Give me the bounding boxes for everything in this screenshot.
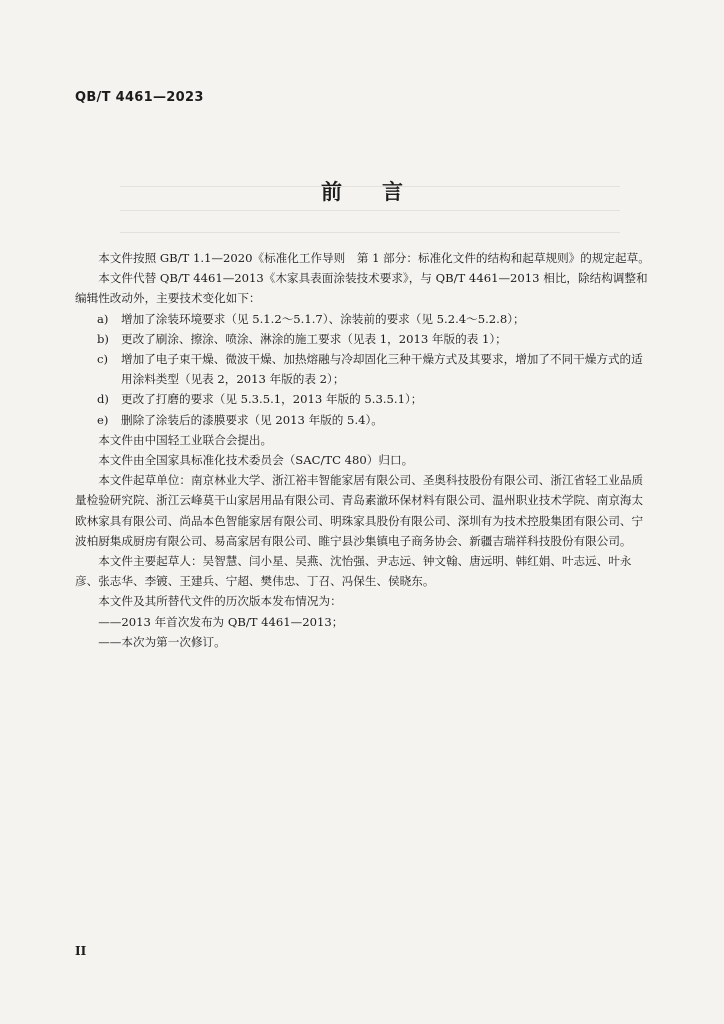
paragraph-replaces: 本文件代替 QB/T 4461—2013《木家具表面涂装技术要求》，与 QB/T 4461—2013 相比，除结构调整和编辑性改动外，主要技术变化如下： <box>75 271 648 306</box>
list-marker: c) <box>97 352 109 367</box>
list-item-text: 删除了涂装后的漆膜要求（见 2013 年版的 5.4）。 <box>121 412 383 427</box>
foreword-body <box>75 248 650 652</box>
list-item-text: 更改了刷涂、擦涂、喷涂、淋涂的施工要求（见表 1，2013 年版的表 1）； <box>121 331 507 346</box>
paragraph-proposer: 本文件由中国轻工业联合会提出。 <box>98 432 273 447</box>
list-item-text: 增加了涂装环境要求（见 5.1.2～5.1.7）、涂装前的要求（见 5.2.4～5.2.8）； <box>121 311 525 326</box>
list-marker: d) <box>97 392 109 407</box>
standard-code: QB/T 4461—2023 <box>75 90 204 105</box>
page-title: 前言 <box>321 180 443 204</box>
paragraph-drafting-rules: 本文件按照 GB/T 1.1—2020《标准化工作导则 第 1 部分：标准化文件的结构和起草规则》的规定起草。 <box>98 251 650 265</box>
changes-list <box>75 309 650 430</box>
history-item: ——本次为第一次修订。 <box>98 634 226 649</box>
page-number: II <box>75 944 87 958</box>
list-marker: b) <box>97 331 109 346</box>
list-item <box>75 309 650 329</box>
paragraph-committee: 本文件由全国家具标准化技术委员会（SAC/TC 480）归口。 <box>98 453 414 468</box>
list-item-text: 更改了打磨的要求（见 5.3.5.1，2013 年版的 5.3.5.1）； <box>121 392 423 407</box>
list-marker: a) <box>97 311 109 326</box>
paragraph-history-intro: 本文件及其所替代文件的历次版本发布情况为： <box>98 594 342 609</box>
list-marker: e) <box>97 412 109 427</box>
list-item <box>75 410 650 430</box>
bleed-through-line <box>120 232 620 233</box>
list-item-text: 增加了电子束干燥、微波干燥、加热熔融与冷却固化三种干燥方式及其要求，增加了不同干燥方式的适用涂料类型（见表 2，2013 年版的表 2）； <box>121 352 643 387</box>
list-item <box>75 329 650 349</box>
bleed-through-line <box>120 210 620 211</box>
history-item: ——2013 年首次发布为 QB/T 4461—2013； <box>98 614 344 629</box>
list-item <box>75 389 650 409</box>
paragraph-drafters: 本文件主要起草人：吴智慧、闫小星、吴燕、沈怡强、尹志远、钟文翰、唐远明、韩红娟、叶志远、叶永彦、张志华、李镀、王建兵、宁超、樊伟忠、丁召、冯保生、侯晓东。 <box>75 554 632 589</box>
list-item <box>75 349 650 389</box>
paragraph-drafting-units: 本文件起草单位：南京林业大学、浙江裕丰智能家居有限公司、圣奥科技股份有限公司、浙江省轻工业品质量检验研究院、浙江云峰莫干山家居用品有限公司、青岛素澈环保材料有限公司、温州职业技术学院、南京海太欧林家具有限公司、尚品本色智能家居有限公司、明珠家具股份有限公司、深圳有为技术控股集团有限公司、宁波柏厨集成厨房有限公司、易高家居有限公司、睢宁县沙集镇电子商务协会、新疆吉瑞祥科技股份有限公司。 <box>75 473 644 548</box>
